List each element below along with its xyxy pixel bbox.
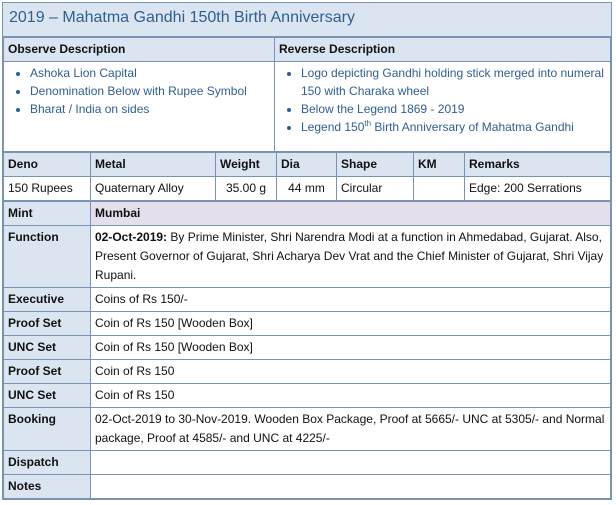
observe-item: • Ashoka Lion Capital <box>30 64 270 82</box>
specs-table <box>3 152 611 201</box>
spec-value-dia: 44 mm <box>277 177 337 201</box>
reverse-item-text: Birth Anniversary of Mahatma Gandhi <box>371 120 574 134</box>
reverse-header: Reverse Description <box>275 38 611 62</box>
reverse-item <box>301 118 606 136</box>
spec-value-km <box>414 177 465 201</box>
proof-set-value: Coin of Rs 150 [Wooden Box] <box>91 312 611 336</box>
reverse-description <box>275 62 611 152</box>
spec-header-dia: Dia <box>277 153 337 177</box>
spec-value-shape: Circular <box>337 177 414 201</box>
unc-set-value: Coin of Rs 150 <box>91 384 611 408</box>
mint-value: Mumbai <box>91 202 611 226</box>
notes-label: Notes <box>4 475 91 499</box>
details-table <box>3 201 611 499</box>
executive-label: Executive <box>4 288 91 312</box>
observe-item: • Bharat / India on sides <box>30 100 270 118</box>
reverse-item-text: Legend 150 <box>301 120 365 134</box>
reverse-item: • Below the Legend 1869 - 2019 <box>301 100 606 118</box>
function-value <box>91 226 611 288</box>
booking-label: Booking <box>4 408 91 451</box>
proof-set-label: Proof Set <box>4 312 91 336</box>
reverse-item: • Logo depicting Gandhi holding stick merged into numeral 150 with Charaka wheel <box>301 64 606 100</box>
proof-set-value: Coin of Rs 150 <box>91 360 611 384</box>
function-text: By Prime Minister, Shri Narendra Modi at a function in Ahmedabad, Gujarat. Also, Present Governor of Gujarat, Shri Acharya Dev Vrat and the Chief Minister of Gujarat, Shri Vijay Rupani. <box>95 230 604 282</box>
executive-value: Coins of Rs 150/- <box>91 288 611 312</box>
proof-set-label: Proof Set <box>4 360 91 384</box>
coin-info-card <box>2 2 612 500</box>
unc-set-value: Coin of Rs 150 [Wooden Box] <box>91 336 611 360</box>
spec-header-weight: Weight <box>216 153 277 177</box>
observe-item: • Denomination Below with Rupee Symbol <box>30 82 270 100</box>
spec-header-km: KM <box>414 153 465 177</box>
spec-value-remarks: Edge: 200 Serrations <box>465 177 611 201</box>
unc-set-label: UNC Set <box>4 336 91 360</box>
description-table <box>3 37 611 152</box>
spec-value-deno: 150 Rupees <box>4 177 91 201</box>
mint-label: Mint <box>4 202 91 226</box>
spec-header-deno: Deno <box>4 153 91 177</box>
page-title: 2019 – Mahatma Gandhi 150th Birth Anniversary <box>3 3 611 37</box>
spec-value-metal: Quaternary Alloy <box>91 177 216 201</box>
spec-header-metal: Metal <box>91 153 216 177</box>
function-label: Function <box>4 226 91 288</box>
observe-header: Observe Description <box>4 38 275 62</box>
spec-value-weight: 35.00 g <box>216 177 277 201</box>
dispatch-value <box>91 451 611 475</box>
spec-header-shape: Shape <box>337 153 414 177</box>
unc-set-label: UNC Set <box>4 384 91 408</box>
booking-value: 02-Oct-2019 to 30-Nov-2019. Wooden Box Package, Proof at 5665/- UNC at 5305/- and Normal package, Proof at 4585/- and UNC at 4225/- <box>91 408 611 451</box>
observe-description <box>4 62 275 152</box>
function-date: 02-Oct-2019: <box>95 230 168 244</box>
dispatch-label: Dispatch <box>4 451 91 475</box>
spec-header-remarks: Remarks <box>465 153 611 177</box>
notes-value <box>91 475 611 499</box>
superscript: th <box>364 119 372 128</box>
